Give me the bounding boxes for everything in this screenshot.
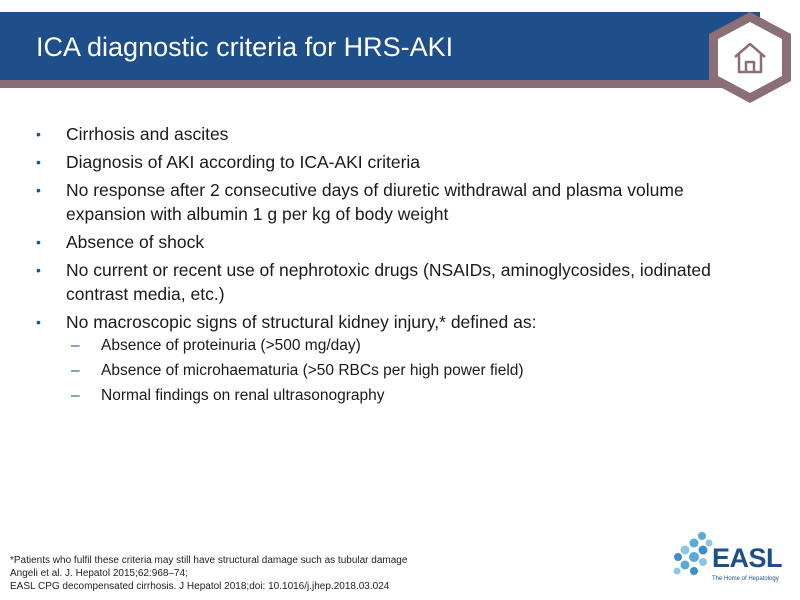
bullet-dot: • [36,154,41,170]
home-button[interactable] [705,10,795,105]
bullet-dot: • [36,182,41,198]
sub-criteria-list [71,336,736,406]
easl-logo [672,527,792,589]
list-item: • No response after 2 consecutive days of diuretic withdrawal and plasma volume expansion with albumin 1 g per kg of body weight [36,180,684,224]
dash: – [71,337,80,354]
sub-list-item: – Normal findings on renal ultrasonography [71,387,385,404]
sub-list-item: – Absence of microhaematuria (>50 RBCs per high power field) [71,362,524,379]
bullet-dot: • [36,234,41,250]
slide-title: ICA diagnostic criteria for HRS-AKI [36,32,454,62]
list-item: • No current or recent use of nephrotoxic drugs (NSAIDs, aminoglycosides, iodinated contrast media, etc.) [36,260,711,304]
logo-wordmark: EASL [712,543,783,573]
footnote-line: *Patients who fulfil these criteria may still have structural damage such as tubular damage [10,555,408,566]
footnote [10,554,630,593]
logo-dots-icon [672,531,714,581]
dash: – [71,387,80,404]
bullet-dot: • [36,314,41,330]
list-item: • Cirrhosis and ascites [36,124,229,144]
home-icon [705,10,795,105]
dash: – [71,362,80,379]
bullet-dot: • [36,126,41,142]
bullet-dot: • [36,262,41,278]
reference-line: EASL CPG decompensated cirrhosis. J Hepatol 2018;doi: 10.1016/j.jhep.2018.03.024 [10,581,390,592]
list-item: • No macroscopic signs of structural kidney injury,* defined as: – Absence of proteinuria (>500 mg/day) – Absence of microhaematuria (>50 RBCs per high power field) – Normal findings on renal ultrasonography [36,310,736,406]
list-item: • Absence of shock [36,232,205,252]
list-item: • Diagnosis of AKI according to ICA-AKI criteria [36,152,421,172]
title-bar-underline [0,80,760,88]
reference-line: Angeli et al. J. Hepatol 2015;62:968–74; [10,568,188,579]
sub-list-item: – Absence of proteinuria (>500 mg/day) [71,337,361,354]
criteria-list [36,122,736,411]
logo-tagline: The Home of Hepatology [712,576,779,582]
